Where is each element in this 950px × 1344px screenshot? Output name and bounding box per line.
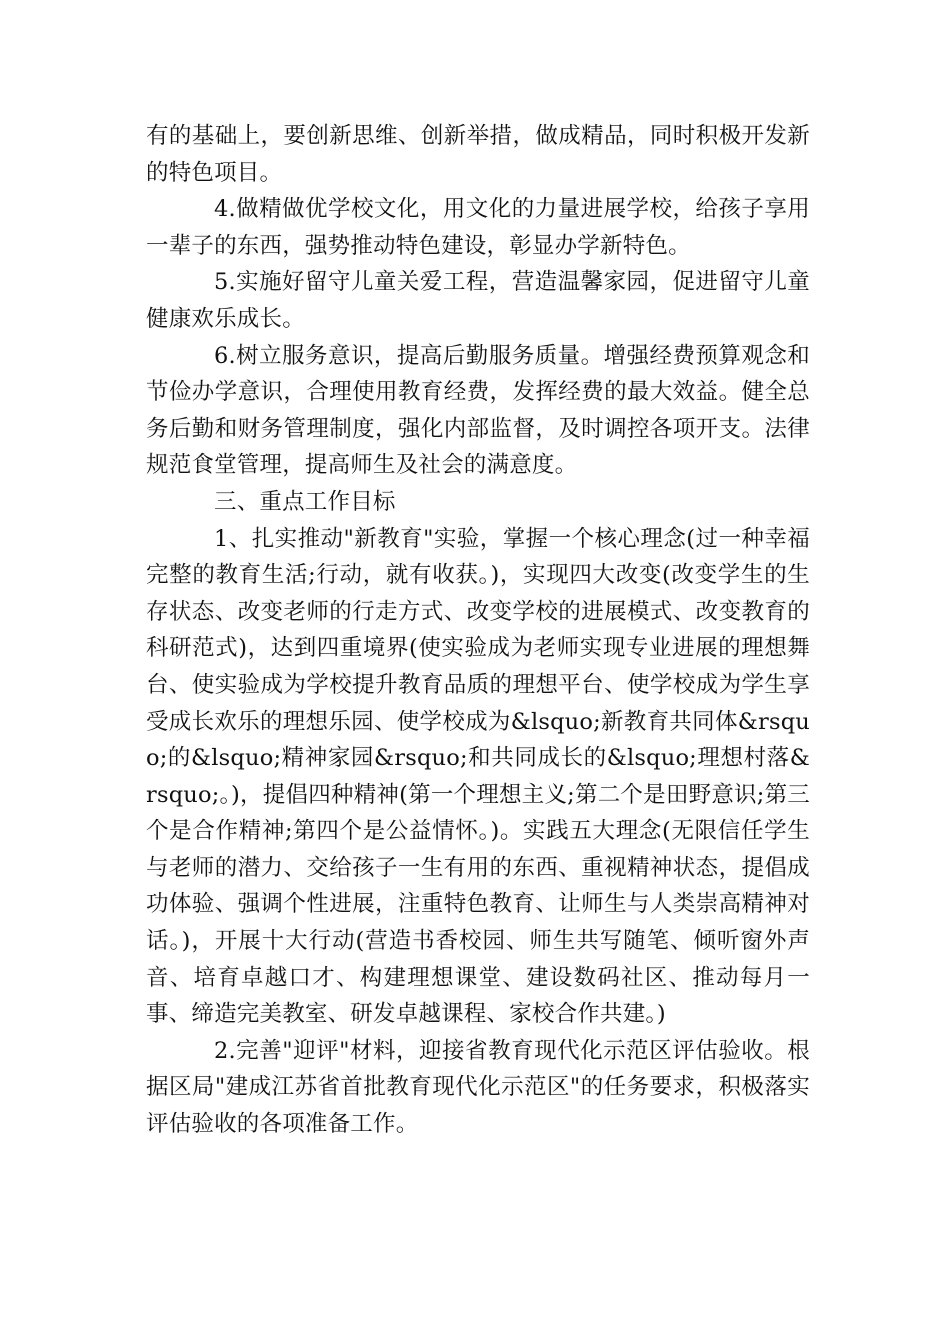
document-body: [146, 118, 810, 1143]
paragraph-item-5: 5.实施好留守儿童关爱工程，营造温馨家园，促进留守儿童健康欢乐成长。: [146, 269, 810, 332]
section-heading: 三、重点工作目标: [214, 488, 396, 515]
paragraph-goal-1: 1、扎实推动"新教育"实验，掌握一个核心理念(过一种幸福完整的教育生活;行动，就有收获。)，实现四大改变(改变学生的生存状态、改变老师的行走方式、改变学校的进展模式、改变教育的科研范式)，达到四重境界(使实验成为老师实现专业进展的理想舞台、使实验成为学校提升教育品质的理想平台、使学校成为学生享受成长欢乐的理想乐园、使学校成为&lsquo;新教育共同体&rsquo;的&lsquo;精神家园&rsquo;和共同成长的&lsquo;理想村落&rsquo;。)，提倡四种精神(第一个理想主义;第二个是田野意识;第三个是合作精神;第四个是公益情怀。)。实践五大理念(无限信任学生与老师的潜力、交给孩子一生有用的东西、重视精神状态，提倡成功体验、强调个性进展，注重特色教育、让师生与人类崇高精神对话。)，开展十大行动(营造书香校园、师生共写随笔、倾听窗外声音、培育卓越口才、构建理想课堂、建设数码社区、推动每月一事、缔造完美教室、研发卓越课程、家校合作共建。): [146, 525, 810, 1028]
paragraph-item-4: 4.做精做优学校文化，用文化的力量进展学校，给孩子享用一辈子的东西，强势推动特色建设，彰显办学新特色。: [146, 196, 810, 259]
paragraph-goal-2: 2.完善"迎评"材料，迎接省教育现代化示范区评估验收。根据区局"建成江苏省首批教育现代化示范区"的任务要求，积极落实评估验收的各项准备工作。: [146, 1037, 810, 1138]
paragraph-item-6: 6.树立服务意识，提高后勤服务质量。增强经费预算观念和节俭办学意识，合理使用教育经费，发挥经费的最大效益。健全总务后勤和财务管理制度，强化内部监督，及时调控各项开支。法律规范食堂管理，提高师生及社会的满意度。: [146, 342, 810, 479]
paragraph-continuation: 有的基础上，要创新思维、创新举措，做成精品，同时积极开发新的特色项目。: [146, 123, 810, 186]
